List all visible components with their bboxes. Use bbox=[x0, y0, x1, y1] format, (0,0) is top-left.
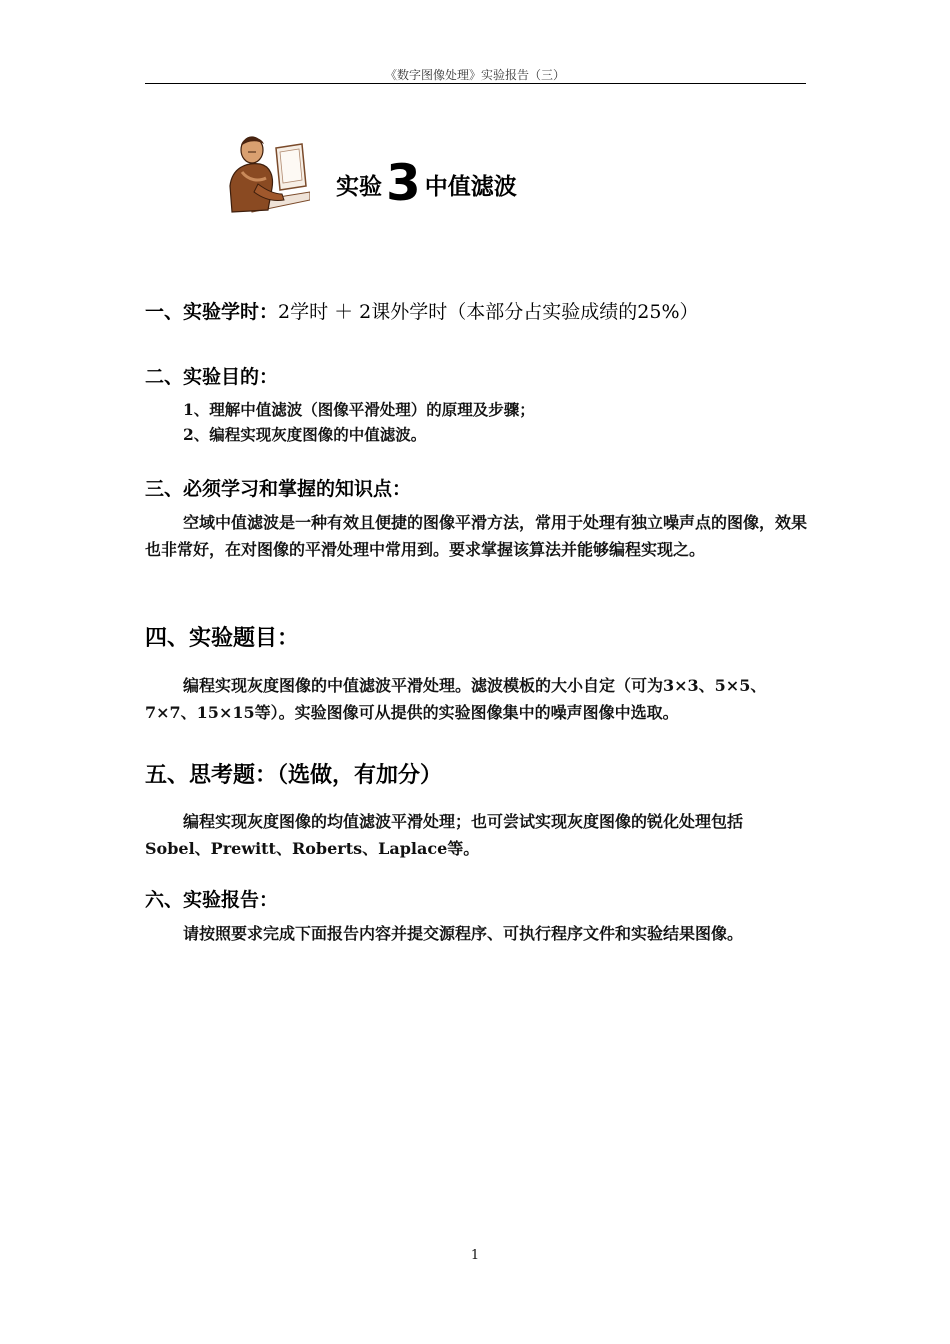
section-1 bbox=[145, 297, 699, 324]
title-suffix: 中值滤波 bbox=[424, 174, 517, 200]
section-2-list bbox=[183, 397, 535, 447]
section-4-heading: 四、实验题目： bbox=[145, 626, 300, 651]
section-3-body: 空域中值滤波是一种有效且便捷的图像平滑方法，常用于处理有独立噪声点的图像，效果也非常好，在对图像的平滑处理中常用到。要求掌握该算法并能够编程实现之。 bbox=[145, 513, 808, 559]
section-1-content: 2学时 ＋ 2课外学时（本部分占实验成绩的25%） bbox=[278, 301, 699, 323]
section-2-heading: 二、实验目的： bbox=[145, 366, 279, 388]
page-number: 1 bbox=[470, 1248, 480, 1263]
experiment-title bbox=[336, 148, 517, 212]
running-header: 《数字图像处理》实验报告（三） bbox=[384, 68, 565, 82]
title-number: 3 bbox=[386, 154, 421, 212]
section-1-heading: 一、实验学时： bbox=[145, 301, 279, 323]
section-5-heading: 五、思考题：（选做，有加分） bbox=[145, 763, 443, 788]
list-item: 2、编程实现灰度图像的中值滤波。 bbox=[183, 425, 427, 444]
list-item: 1、理解中值滤波（图像平滑处理）的原理及步骤； bbox=[183, 400, 535, 419]
section-6-heading: 六、实验报告： bbox=[145, 889, 279, 911]
header-rule bbox=[145, 83, 806, 84]
section-3-heading: 三、必须学习和掌握的知识点： bbox=[145, 478, 412, 500]
title-prefix: 实验 bbox=[336, 174, 382, 200]
section-4-body: 编程实现灰度图像的中值滤波平滑处理。滤波模板的大小自定（可为3×3、5×5、7×7、15×15等）。实验图像可从提供的实验图像集中的噪声图像中选取。 bbox=[145, 676, 767, 722]
man-at-computer-icon bbox=[218, 128, 310, 218]
section-5-body: 编程实现灰度图像的均值滤波平滑处理；也可尝试实现灰度图像的锐化处理包括Sobel、Prewitt、Roberts、Laplace等。 bbox=[145, 812, 744, 858]
section-6-body: 请按照要求完成下面报告内容并提交源程序、可执行程序文件和实验结果图像。 bbox=[183, 924, 744, 943]
